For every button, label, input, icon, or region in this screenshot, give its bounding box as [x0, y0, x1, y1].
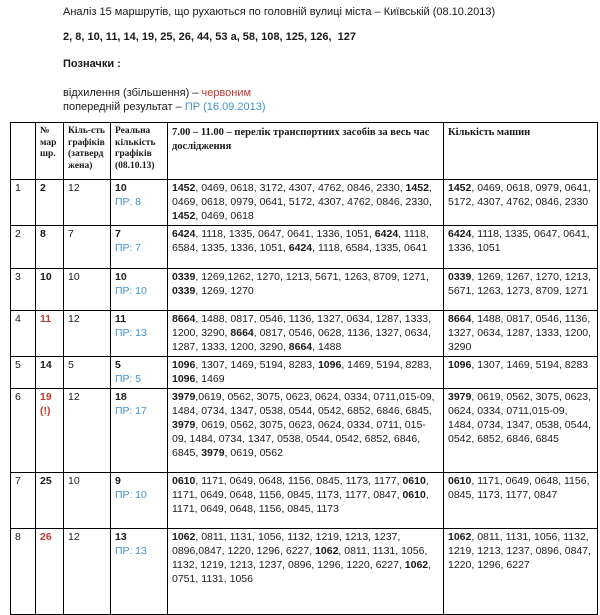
real-count-cell: [111, 311, 168, 357]
table-row: [11, 226, 598, 269]
vehicles-list-cell: 1062, 0811, 1131, 1056, 1132, 1219, 1213, 1237, 0896,0847, 1220, 1296, 6227, 1062, 0811, 1131, 1056, 1132, 1219, 1213, 1237, 0896, 1296, 1220, 6227, 1062, 0751, 1131, 1056: [168, 529, 444, 615]
table-row: [11, 473, 598, 529]
table-row: [11, 311, 598, 357]
document-page: [0, 5, 600, 615]
approved-count-cell: 12: [64, 311, 111, 357]
vehicles-list-cell: 1452, 0469, 0618, 3172, 4307, 4762, 0846, 2330, 1452, 0469, 0618, 0979, 0641, 5172, 4307, 4762, 0846, 2330, 1452, 0469, 0618: [168, 180, 444, 226]
route-number-cell: 8: [36, 226, 64, 269]
approved-count-cell: 12: [64, 180, 111, 226]
real-count-cell: [111, 180, 168, 226]
legend-deviation-value: червоним: [201, 87, 252, 99]
real-count-cell: [111, 226, 168, 269]
previous-result-value: ПР: 10: [115, 285, 147, 297]
previous-result-value: ПР: 10: [115, 489, 147, 501]
row-number-cell: 7: [11, 473, 36, 529]
previous-result-value: ПР: 5: [115, 373, 141, 385]
row-number-cell: 4: [11, 311, 36, 357]
page-title: Аналіз 15 маршрутів, що рухаються по головній вулиці міста – Київській (08.10.2013): [63, 6, 496, 18]
real-count-cell: [111, 357, 168, 389]
approved-count-cell: 7: [64, 226, 111, 269]
table-body: [11, 180, 598, 615]
legend-previous-line: [63, 100, 600, 114]
document-header: [63, 5, 600, 114]
vehicles-list-cell: 8664, 1488, 0817, 0546, 1136, 1327, 0634, 1287, 1333, 1200, 3290, 8664, 0817, 0546, 0628, 1136, 1327, 0634, 1287, 1333, 1200, 3290, 8664, 1488: [168, 311, 444, 357]
vehicles-list-cell: 0610, 1171, 0649, 0648, 1156, 0845, 1173, 1177, 0610, 1171, 0649, 0648, 1156, 0845, 1173, 1177, 0847, 0610, 1171, 0649, 0648, 1156, 0845, 1173: [168, 473, 444, 529]
legend-deviation-text: відхилення (збільшення) –: [63, 87, 202, 99]
table-row: [11, 389, 598, 473]
previous-result-value: ПР: 13: [115, 327, 147, 339]
machines-list-cell: 0339, 1269, 1267, 1270, 1213, 5671, 1263, 1273, 8709, 1271: [444, 269, 598, 311]
machines-list-cell: 1096, 1307, 1469, 5194, 8283: [444, 357, 598, 389]
vehicles-list-cell: 6424, 1118, 1335, 0647, 0641, 1336, 1051, 6424, 1118, 6584, 1335, 1336, 1051, 6424, 1118, 6584, 1335, 0641: [168, 226, 444, 269]
real-count-value: 7: [115, 228, 121, 240]
vehicles-list-cell: 1096, 1307, 1469, 5194, 8283, 1096, 1469, 5194, 8283, 1096, 1469: [168, 357, 444, 389]
previous-result-value: ПР: 17: [115, 405, 147, 417]
machines-list-cell: 8664, 1488, 0817, 0546, 1136, 1327, 0634, 1287, 1333, 1200, 3290: [444, 311, 598, 357]
approved-count-cell: 12: [64, 389, 111, 473]
row-number-cell: 8: [11, 529, 36, 615]
legend-previous-text: попередній результат –: [63, 101, 185, 113]
real-count-value: 5: [115, 359, 121, 371]
header-machines-count: Кількість машин: [444, 123, 598, 180]
approved-count-cell: 5: [64, 357, 111, 389]
real-count-value: 9: [115, 475, 121, 487]
table-row: [11, 357, 598, 389]
real-count-cell: [111, 269, 168, 311]
previous-result-value: ПР: 13: [115, 545, 147, 557]
approved-count-cell: 10: [64, 269, 111, 311]
table-row: [11, 180, 598, 226]
header-approved-count: Кіль-сть графіків (затверд жена): [64, 123, 111, 180]
route-number-cell: 2: [36, 180, 64, 226]
machines-list-cell: 3979, 0619, 0562, 3075, 0623, 0624, 0334, 0711,015-09, 1484, 0734, 1347, 0538, 0544, 0542, 6852, 6846, 6845: [444, 389, 598, 473]
legend-deviation-line: [63, 86, 600, 100]
approved-count-cell: 10: [64, 473, 111, 529]
real-count-value: 18: [115, 391, 127, 403]
vehicles-list-cell: 0339, 1269,1262, 1270, 1213, 5671, 1263, 8709, 1271, 0339, 1269, 1270: [168, 269, 444, 311]
machines-list-cell: 6424, 1118, 1335, 0647, 0641, 1336, 1051: [444, 226, 598, 269]
real-count-value: 11: [115, 313, 127, 325]
previous-result-value: ПР: 8: [115, 196, 141, 208]
header-index: [11, 123, 36, 180]
table-header-row: [11, 123, 598, 180]
route-number-cell: 19 (!): [36, 389, 64, 473]
routes-analysis-table: [10, 122, 598, 615]
route-number-cell: 26: [36, 529, 64, 615]
previous-result-value: ПР: 7: [115, 242, 141, 254]
row-number-cell: 5: [11, 357, 36, 389]
header-vehicles-list: 7.00 – 11.00 – перелік транспортних засобів за весь час дослідження: [168, 123, 444, 180]
routes-list: 2, 8, 10, 11, 14, 19, 25, 26, 44, 53 а, 58, 108, 125, 126, 127: [63, 31, 356, 43]
real-count-value: 10: [115, 182, 127, 194]
real-count-value: 13: [115, 531, 127, 543]
real-count-cell: [111, 529, 168, 615]
vehicles-list-cell: 3979,0619, 0562, 3075, 0623, 0624, 0334, 0711,015-09, 1484, 0734, 1347, 0538, 0544, 0542, 6852, 6846, 6845, 3979, 0619, 0562, 3075, 0623, 0624, 0334, 0711, 015-09, 1484, 0734, 1347, 0538, 0544, 0542, 6852, 6846, 6845, 3979, 0619, 0562: [168, 389, 444, 473]
route-number-cell: 25: [36, 473, 64, 529]
row-number-cell: 3: [11, 269, 36, 311]
machines-list-cell: 1452, 0469, 0618, 0979, 0641, 5172, 4307, 4762, 0846, 2330: [444, 180, 598, 226]
route-number-cell: 11: [36, 311, 64, 357]
header-route-number: № мар шр.: [36, 123, 64, 180]
real-count-cell: [111, 473, 168, 529]
row-number-cell: 2: [11, 226, 36, 269]
legend-previous-value: ПР (16.09.2013): [184, 101, 266, 113]
real-count-cell: [111, 389, 168, 473]
machines-list-cell: 1062, 0811, 1131, 1056, 1132, 1219, 1213, 1237, 0896, 0847, 1220, 1296, 6227: [444, 529, 598, 615]
table-row: [11, 529, 598, 615]
row-number-cell: 1: [11, 180, 36, 226]
approved-count-cell: 12: [64, 529, 111, 615]
route-number-cell: 14: [36, 357, 64, 389]
route-number-cell: 10: [36, 269, 64, 311]
row-number-cell: 6: [11, 389, 36, 473]
real-count-value: 10: [115, 271, 127, 283]
machines-list-cell: 0610, 1171, 0649, 0648, 1156, 0845, 1173, 1177, 0847: [444, 473, 598, 529]
legend-heading: Позначки :: [63, 58, 121, 70]
table-row: [11, 269, 598, 311]
header-real-count: Реальна кількість графіків (08.10.13): [111, 123, 168, 180]
